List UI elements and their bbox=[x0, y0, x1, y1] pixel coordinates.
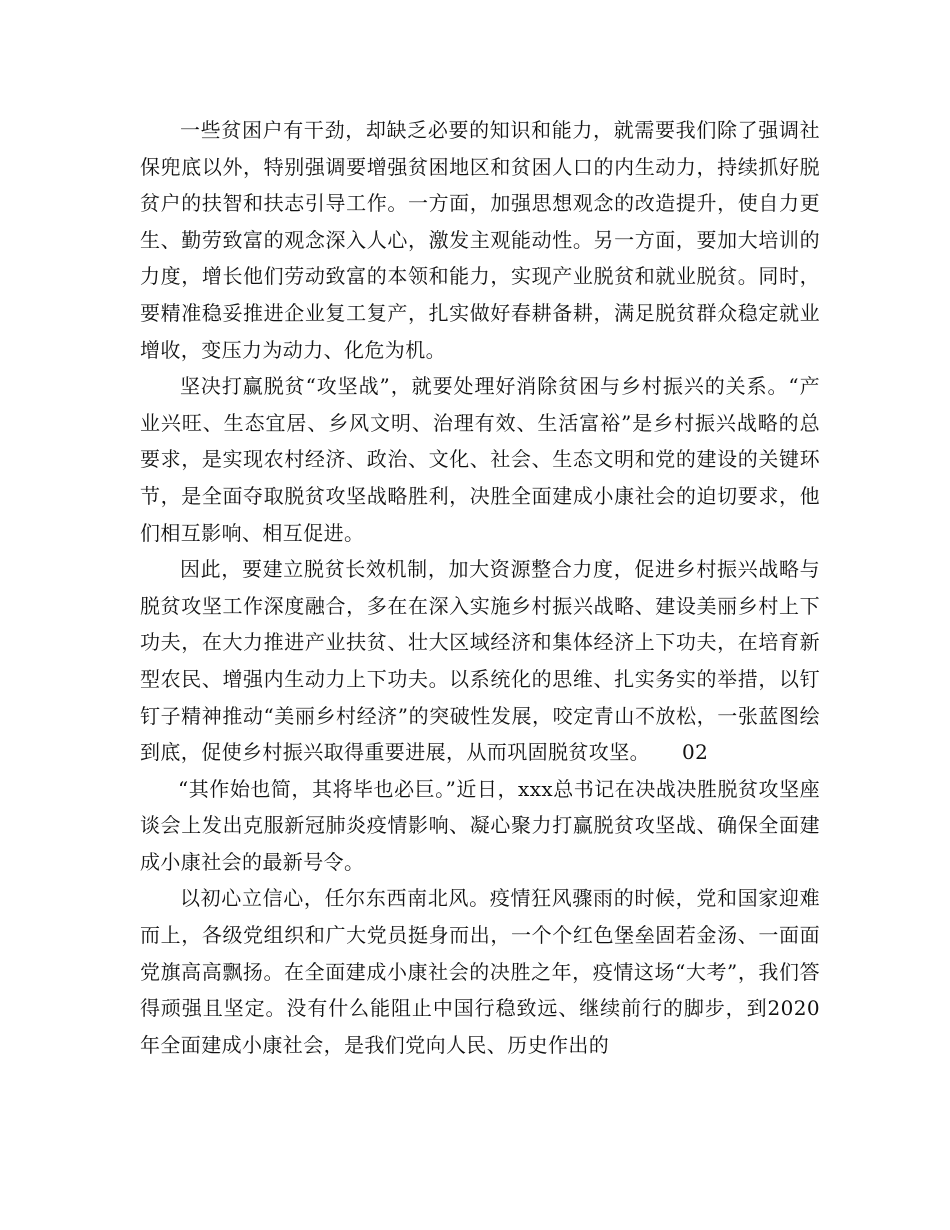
paragraph-3 bbox=[140, 551, 820, 771]
paragraph-4: “其作始也简，其将毕也必巨。”近日，xxx总书记在决战决胜脱贫攻坚座谈会上发出克服新冠肺炎疫情影响、凝心聚力打赢脱贫攻坚战、确保全面建成小康社会的最新号令。 bbox=[140, 776, 820, 874]
paragraph-5: 以初心立信心，任尔东西南北风。疫情狂风骤雨的时候，党和国家迎难而上，各级党组织和广大党员挺身而出，一个个红色堡垒固若金汤、一面面党旗高高飘扬。在全面建成小康社会的决胜之年，疫情这场“大考”，我们答得顽强且坚定。没有什么能阻止中国行稳致远、继续前行的脚步，到2020年全面建成小康社会，是我们党向人民、历史作出的 bbox=[140, 886, 820, 1057]
document-body bbox=[140, 112, 820, 1063]
paragraph-1: 一些贫困户有干劲，却缺乏必要的知识和能力，就需要我们除了强调社保兜底以外，特别强调要增强贫困地区和贫困人口的内生动力，持续抓好脱贫户的扶智和扶志引导工作。一方面，加强思想观念的改造提升，使自力更生、勤劳致富的观念深入人心，激发主观能动性。另一方面，要加大培训的力度，增长他们劳动致富的本领和能力，实现产业脱贫和就业脱贫。同时，要精准稳妥推进企业复工复产，扎实做好春耕备耕，满足脱贫群众稳定就业增收，变压力为动力、化危为机。 bbox=[140, 118, 820, 362]
section-number-marker: 02 bbox=[682, 740, 709, 765]
paragraph-3-text: 因此，要建立脱贫长效机制，加大资源整合力度，促进乡村振兴战略与脱贫攻坚工作深度融合，多在在深入实施乡村振兴战略、建设美丽乡村上下功夫，在大力推进产业扶贫、壮大区域经济和集体经济上下功夫，在培育新型农民、增强内生动力上下功夫。以系统化的思维、扎实务实的举措，以钉钉子精神推动“美丽乡村经济”的突破性发展，咬定青山不放松，一张蓝图绘到底，促使乡村振兴取得重要进展，从而巩固脱贫攻坚。 bbox=[140, 557, 820, 765]
paragraph-2: 坚决打赢脱贫“攻坚战”，就要处理好消除贫困与乡村振兴的关系。“产业兴旺、生态宜居、乡风文明、治理有效、生活富裕”是乡村振兴战略的总要求，是实现农村经济、政治、文化、社会、生态文明和党的建设的关键环节，是全面夺取脱贫攻坚战略胜利，决胜全面建成小康社会的迫切要求，他们相互影响、相互促进。 bbox=[140, 374, 820, 545]
